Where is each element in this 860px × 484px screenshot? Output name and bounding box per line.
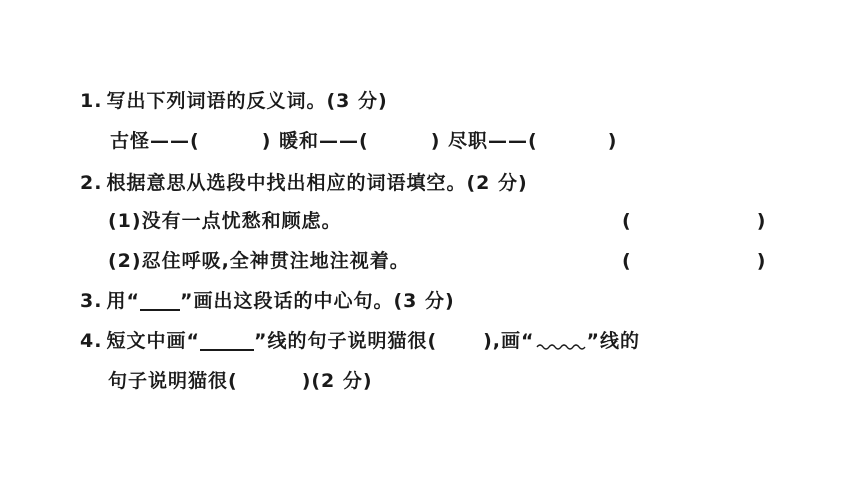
question-4-answer-1-blank[interactable] (437, 331, 483, 353)
antonym-answer-2-blank[interactable] (369, 131, 431, 153)
question-4-line-1 (80, 326, 640, 356)
question-4-part-3: ),画“ (483, 330, 535, 352)
antonym-item-1-close: ) (261, 130, 272, 152)
question-4-answer-2-blank[interactable] (238, 371, 302, 393)
question-2-sub-2 (108, 246, 410, 276)
question-4-line-2 (108, 366, 373, 396)
antonym-item-2-close: ) (430, 130, 441, 152)
question-4-number: 4. (80, 330, 103, 352)
question-2-sub-2-answer (622, 246, 765, 276)
straight-underline-mark (140, 293, 180, 311)
question-3-number: 3. (80, 290, 103, 312)
question-4-line-2-end: )(2 分) (301, 370, 373, 392)
antonym-item-3-label: 尽职——( (448, 130, 538, 152)
question-2-title (80, 168, 528, 198)
question-3 (80, 286, 455, 316)
question-4-part-1: 短文中画“ (106, 330, 200, 352)
sub-1-close-paren: ) (756, 210, 766, 232)
straight-underline-mark (200, 333, 254, 351)
question-3-after: ”画出这段话的中心句。(3 分) (179, 290, 455, 312)
question-4-line-2-text: 句子说明猫很( (108, 370, 238, 392)
sub-1-open-paren: ( (622, 210, 631, 232)
question-2-number: 2. (80, 172, 103, 194)
question-2-sub-2-text: (2)忍住呼吸,全神贯注地注视着。 (108, 250, 410, 272)
antonym-item-1-label: 古怪——( (110, 130, 200, 152)
antonym-item-2-label: 暖和——( (279, 130, 369, 152)
question-4-part-2: ”线的句子说明猫很( (253, 330, 438, 352)
question-4-part-4: ”线的 (586, 330, 641, 352)
question-2-sub-1 (108, 206, 342, 236)
sub-1-answer-blank[interactable] (631, 211, 757, 233)
antonym-item-3-close: ) (607, 130, 618, 152)
question-1-text: 写出下列词语的反义词。(3 分) (106, 90, 388, 112)
question-2-text: 根据意思从选段中找出相应的词语填空。(2 分) (106, 172, 528, 194)
wavy-underline-icon (535, 332, 587, 352)
question-1-items (110, 126, 617, 156)
question-2-sub-1-answer (622, 206, 765, 236)
sub-2-answer-blank[interactable] (631, 251, 757, 273)
question-1-title (80, 86, 388, 116)
question-2-sub-1-text: (1)没有一点忧愁和顾虑。 (108, 210, 342, 232)
antonym-answer-3-blank[interactable] (538, 131, 608, 153)
question-1-number: 1. (80, 90, 103, 112)
sub-2-close-paren: ) (756, 250, 766, 272)
sub-2-open-paren: ( (622, 250, 631, 272)
question-3-before: 用“ (106, 290, 140, 312)
antonym-answer-1-blank[interactable] (200, 131, 262, 153)
